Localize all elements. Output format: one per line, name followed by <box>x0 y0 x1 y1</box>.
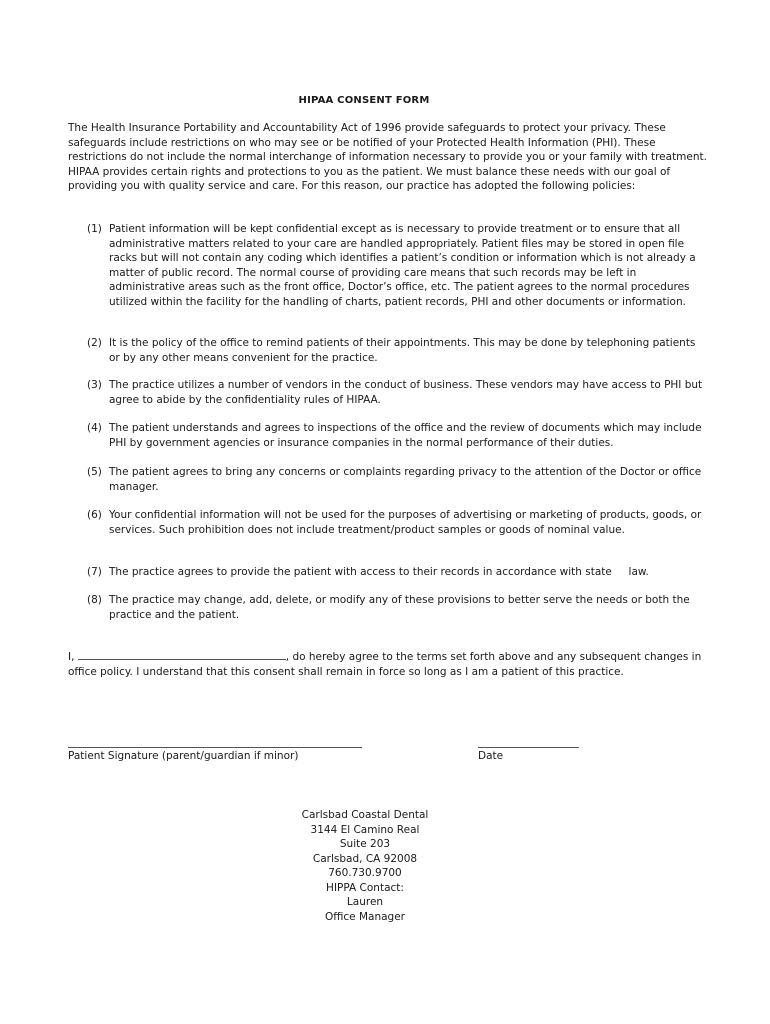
policy-item <box>87 222 707 310</box>
practice-contact-block <box>0 808 730 924</box>
policy-item <box>87 565 707 580</box>
practice-name: Carlsbad Coastal Dental <box>301 809 429 821</box>
policy-item <box>87 508 707 537</box>
policy-item <box>87 465 707 494</box>
practice-suite: Suite 203 <box>339 838 391 850</box>
policy-text: The practice agrees to provide the patient with access to their records in accordance with state law. <box>109 566 649 578</box>
policy-item <box>87 421 707 450</box>
policy-text: The patient understands and agrees to inspections of the office and the review of documents which may include PHI by government agencies or insurance companies in the normal performance of their duties. <box>109 422 702 449</box>
agreement-prefix: I, <box>68 651 75 663</box>
policy-number: (7) <box>87 566 102 578</box>
patient-signature-label: Patient Signature (parent/guardian if minor) <box>68 750 299 762</box>
date-label: Date <box>478 750 504 762</box>
practice-phone: 760.730.9700 <box>328 867 402 879</box>
patient-signature-line[interactable] <box>68 747 362 748</box>
policy-item <box>87 336 707 365</box>
contact-name: Lauren <box>346 896 384 908</box>
policy-number: (4) <box>87 422 102 434</box>
policy-number: (2) <box>87 337 102 349</box>
policy-number: (1) <box>87 223 102 235</box>
policy-text: The patient agrees to bring any concerns or complaints regarding privacy to the attention of the Doctor or office manager. <box>109 466 702 493</box>
policy-text: Your confidential information will not be used for the purposes of advertising or marketing of products, goods, or services. Such prohibition does not include treatment/product samples or goods of nominal value. <box>109 509 702 536</box>
agreement-suffix: , do hereby agree to the terms set forth above and any subsequent changes in office policy. I understand that this consent shall remain in force so long as I am a patient of this practice. <box>68 651 702 678</box>
policy-number: (3) <box>87 379 102 391</box>
contact-heading: HIPPA Contact: <box>326 881 404 894</box>
practice-city: Carlsbad, CA 92008 <box>312 852 418 865</box>
agreement-statement <box>68 650 708 679</box>
policy-item <box>87 593 707 622</box>
policy-number: (5) <box>87 466 102 478</box>
date-line[interactable] <box>478 747 579 748</box>
policy-item <box>87 378 707 407</box>
patient-name-field[interactable] <box>78 650 286 660</box>
policy-text: Patient information will be kept confidential except as is necessary to provide treatment or to ensure that all administrative matters related to your care are handled appropriately. Patient files may be stored in open file racks but will not contain any coding which identifies a patient’s condition or information which is not already a matter of public record. The normal course of providing care means that such records may be left in administrative areas such as the front office, Doctor’s office, etc. The patient agrees to the normal procedures utilized within the facility for the handling of charts, patient records, PHI and other documents or information. <box>109 223 696 308</box>
form-title: HIPAA CONSENT FORM <box>298 95 430 106</box>
policy-number: (6) <box>87 509 102 521</box>
contact-title: Office Manager <box>324 910 405 923</box>
practice-street: 3144 El Camino Real <box>310 823 420 836</box>
intro-paragraph: The Health Insurance Portability and Accountability Act of 1996 provide safeguards to protect your privacy. These safeguards include restrictions on who may see or be notified of your Protected Health Information (PHI). These restrictions do not include the normal interchange of information necessary to provide you or your family with treatment. HIPAA provides certain rights and protections to you as the patient. We must balance these needs with our goal of providing you with quality service and care. For this reason, our practice has adopted the following policies: <box>68 122 707 193</box>
policy-text: The practice may change, add, delete, or modify any of these provisions to better serve the needs or both the practice and the patient. <box>109 594 690 621</box>
policy-number: (8) <box>87 594 102 606</box>
policy-text: It is the policy of the office to remind patients of their appointments. This may be done by telephoning patients or by any other means convenient for the practice. <box>109 337 696 364</box>
policy-text: The practice utilizes a number of vendors in the conduct of business. These vendors may have access to PHI but agree to abide by the confidentiality rules of HIPAA. <box>109 379 703 406</box>
